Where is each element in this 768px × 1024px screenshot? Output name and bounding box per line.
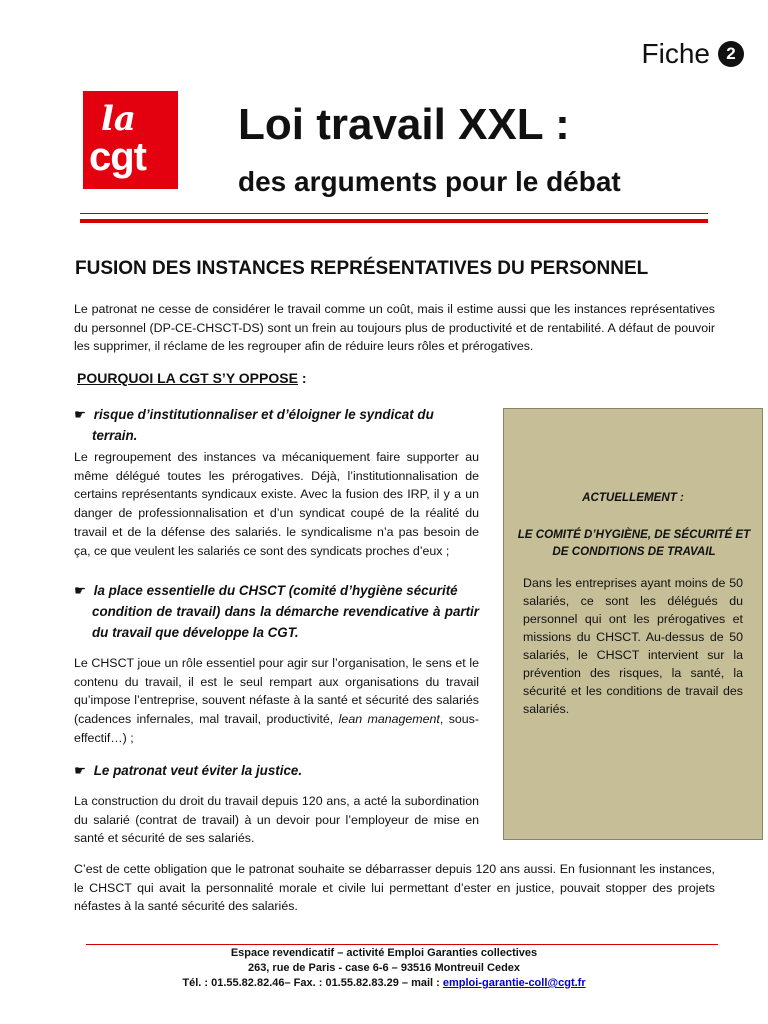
bullet-2 xyxy=(74,580,479,643)
bullet-3 xyxy=(74,760,479,781)
fiche-number-badge: 2 xyxy=(718,41,744,67)
bullet-1-body: Le regroupement des instances va mécaniquement faire supporter au même délégué toutes les prérogatives. Déjà, l’institutionnalisation de certains représentants syndicaux existe. Avec la fusion des IRP, il y a un danger de professionnalisation et d’un syndicat coupé de la réalité du travail et de la défense des salariés. le syndicalisme n’a pas besoin de ça, ce que veulent les salariés ce sont des syndicats proches d’eux ; xyxy=(74,450,479,558)
pointing-hand-icon: ☛ xyxy=(74,763,87,778)
footer-line-1: Espace revendicatif – activité Emploi Garanties collectives xyxy=(230,947,538,959)
pourquoi-heading xyxy=(77,370,307,386)
footer-line-2: 263, rue de Paris - case 6-6 – 93516 Montreuil Cedex xyxy=(247,962,521,974)
bullet-3-line1: Le patronat veut éviter la justice. xyxy=(93,763,303,778)
intro-paragraph: Le patronat ne cesse de considérer le travail comme un coût, mais il estime aussi que les instances représentatives du personnel (DP-CE-CHSCT-DS) sont un frein au toujours plus de productivité et de rentabilité. A défaut de pouvoir les supprimer, il réclame de les regrouper afin de réduire leurs rôles et prérogatives. xyxy=(74,302,715,354)
section-title: FUSION DES INSTANCES REPRÉSENTATIVES DU PERSONNEL xyxy=(75,258,649,279)
pourquoi-suffix: : xyxy=(297,370,307,386)
sidebar-subtitle: LE COMITÉ D’HYGIÈNE, DE SÉCURITÉ ET DE CONDITIONS DE TRAVAIL xyxy=(517,528,751,558)
bullet-2-body-after: , sous-effectif…) ; xyxy=(74,712,479,745)
footer-line-3 xyxy=(0,976,768,991)
footer-divider xyxy=(86,944,718,945)
footer-email-link[interactable]: emploi-garantie-coll@cgt.fr xyxy=(442,977,586,989)
fiche-label xyxy=(642,38,744,70)
bullet-2-body-before: Le CHSCT joue un rôle essentiel pour agir sur l’organisation, le sens et le contenu du travail, il est le seul rempart aux organisations du travail qu’impose l’entreprise, souvent néfaste à la santé et sécurité des salariés (cadences infernales, mal travail, productivité, xyxy=(74,656,479,727)
page-title: Loi travail XXL : xyxy=(238,100,570,149)
footer-contact: Tél. : 01.55.82.82.46– Fax. : 01.55.82.83.29 – mail : xyxy=(182,977,443,989)
fiche-text: Fiche xyxy=(641,38,710,69)
bullet-1 xyxy=(74,404,478,446)
pointing-hand-icon: ☛ xyxy=(74,407,87,422)
sidebar-title: ACTUELLEMENT : xyxy=(582,491,684,504)
pourquoi-label: POURQUOI LA CGT S’Y OPPOSE xyxy=(77,370,298,386)
header-divider-thin xyxy=(80,213,708,214)
page-subtitle: des arguments pour le débat xyxy=(238,166,621,197)
bullet-1-line2: terrain. xyxy=(92,428,138,443)
bullet-2-line2: condition de travail) dans la démarche revendicative à partir du travail que développe la CGT. xyxy=(92,604,479,640)
sidebar-box xyxy=(503,408,763,840)
footer xyxy=(0,946,768,991)
logo-cgt-text: cgt xyxy=(89,135,146,179)
bullet-2-body-italic: lean management xyxy=(338,712,440,727)
header-divider-thick xyxy=(80,219,708,223)
bullet-3-body: La construction du droit du travail depuis 120 ans, a acté la subordination du salarié (contrat de travail) à un devoir pour l’employeur de mise en santé et sécurité de ses salariés. xyxy=(74,794,479,846)
bullet-2-line1: la place essentielle du CHSCT (comité d’hygiène sécurité xyxy=(93,583,458,598)
bullet-2-body xyxy=(74,654,479,748)
pointing-hand-icon: ☛ xyxy=(74,583,87,598)
bullet-1-line1: risque d’institutionnaliser et d’éloigner le syndicat du xyxy=(93,407,434,422)
cgt-logo xyxy=(83,91,178,189)
sidebar-body: Dans les entreprises ayant moins de 50 salariés, ce sont les délégués du personnel qui ont les prérogatives et missions du CHSCT. Au-dessus de 50 salariés, le CHSCT intervient sur la prévention des risques, la santé, la sécurité et les conditions de travail des salariés. xyxy=(523,576,743,716)
closing-paragraph: C’est de cette obligation que le patronat souhaite se débarrasser depuis 120 ans aussi. En fusionnant les instances, le CHSCT qui avait la personnalité morale et civile lui permettant d’ester en justice, pouvait stopper des projets néfastes à la santé sécurité des salariés. xyxy=(74,862,715,914)
logo-la-text: la xyxy=(101,99,136,139)
